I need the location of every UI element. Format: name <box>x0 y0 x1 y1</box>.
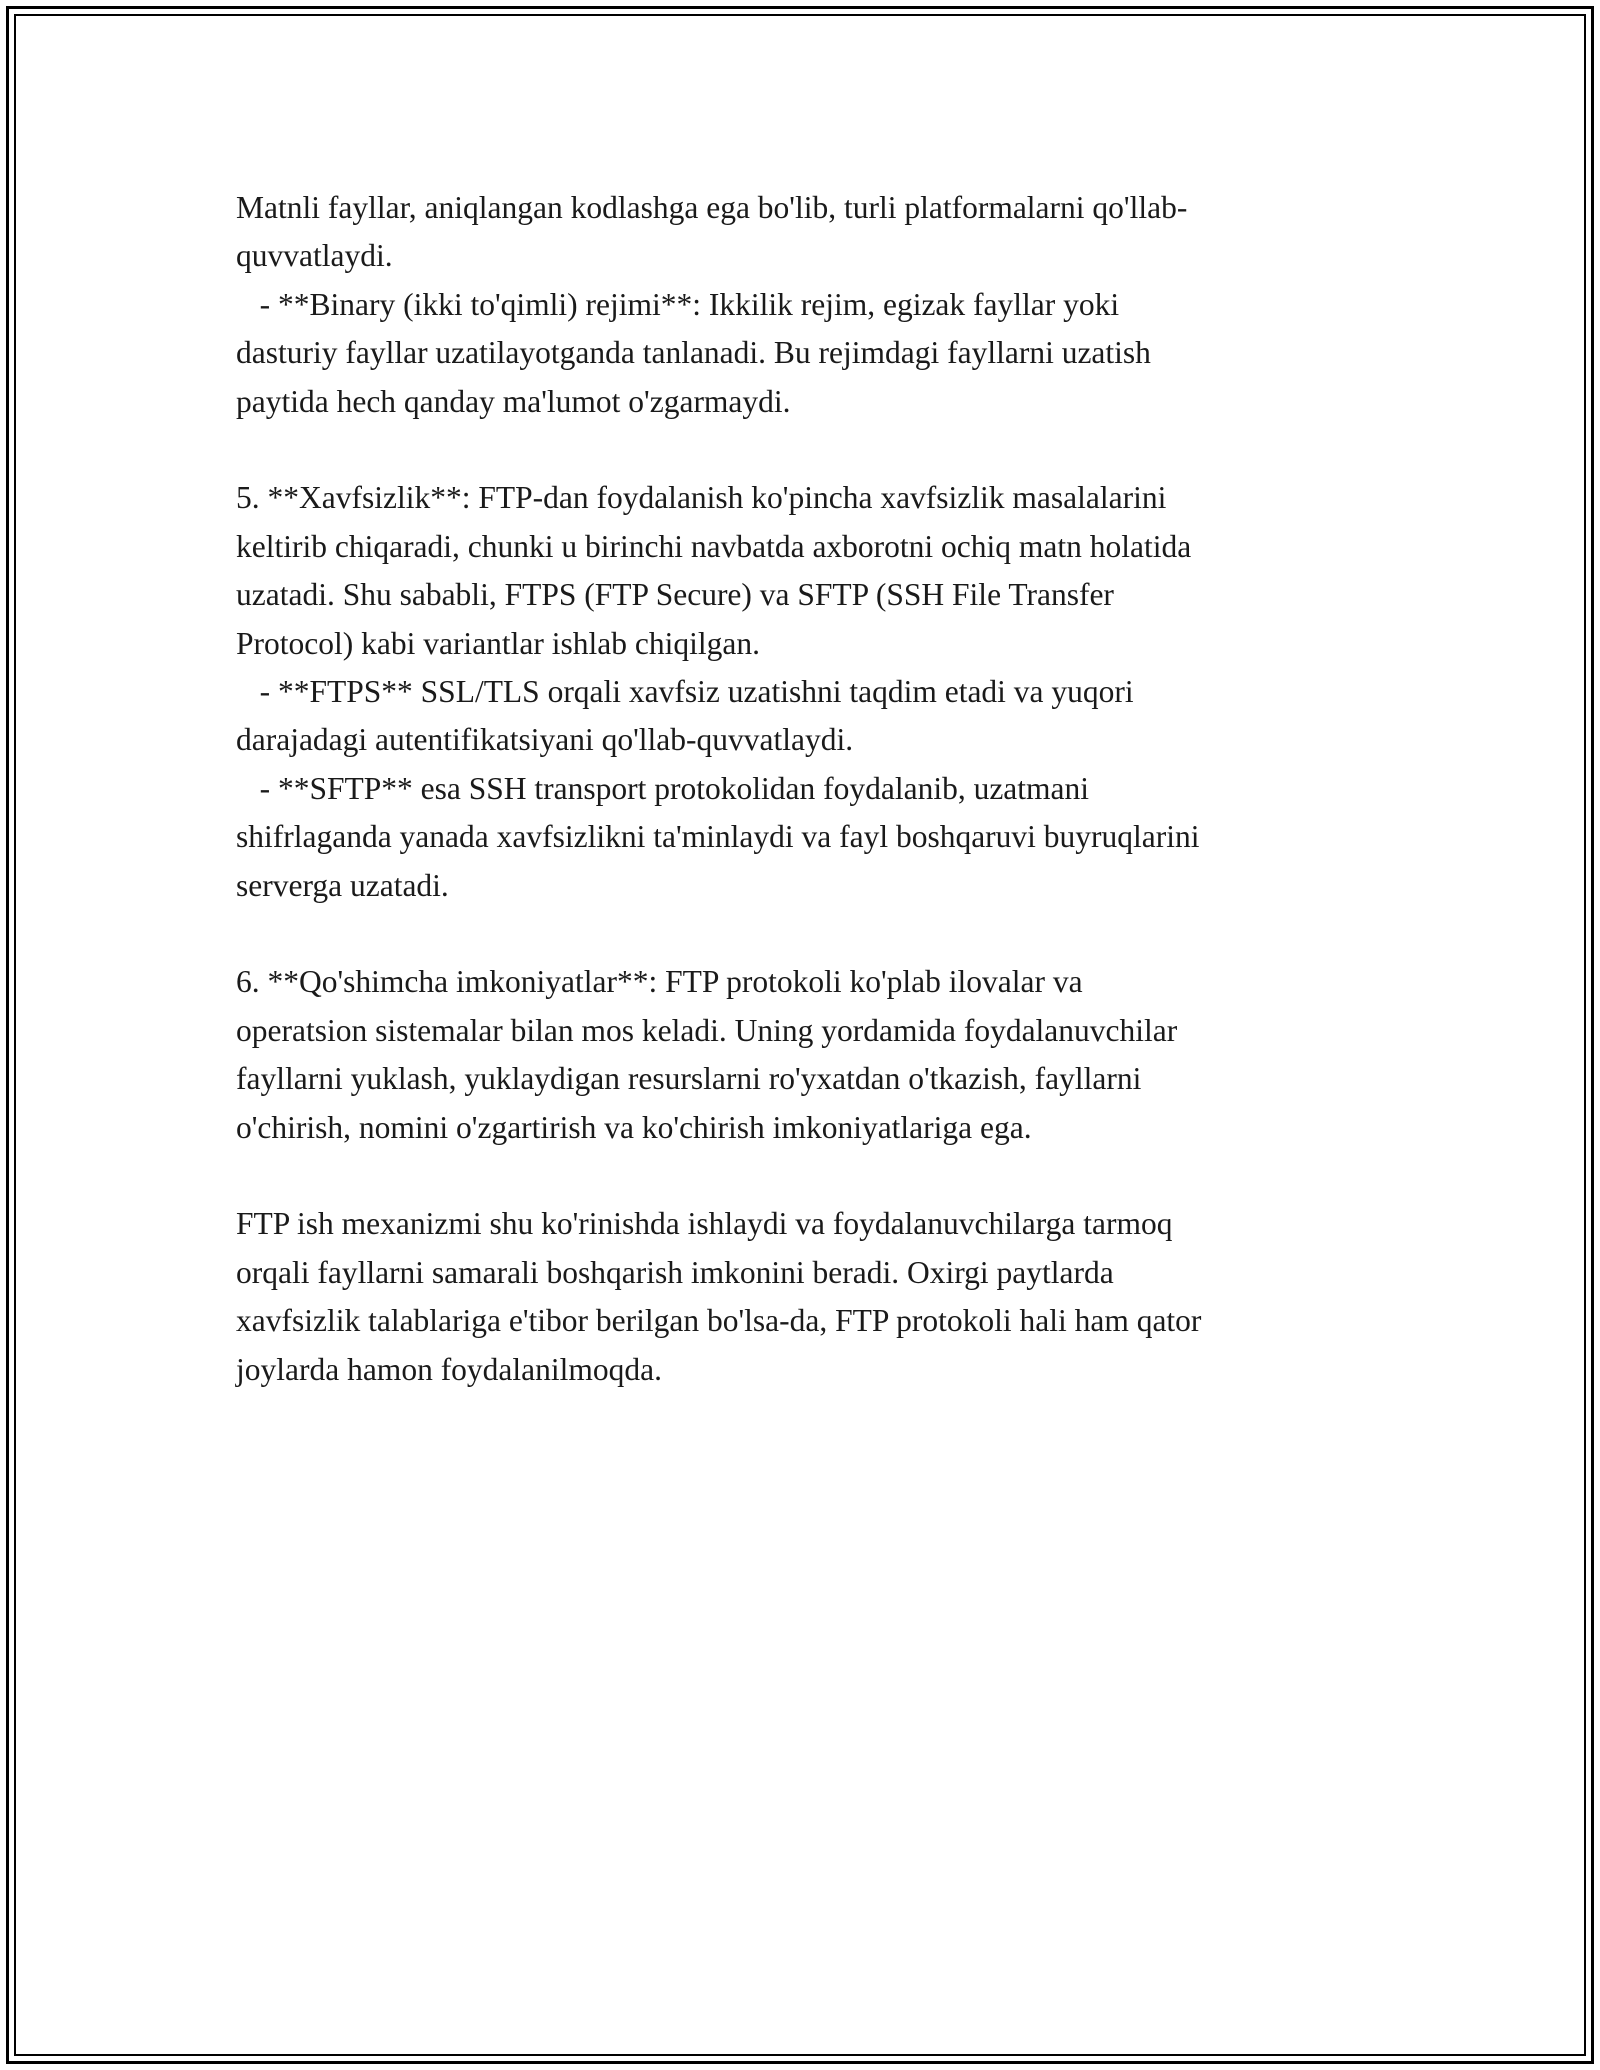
paragraph-additional-features: 6. **Qo'shimcha imkoniyatlar**: FTP protokoli ko'plab ilovalar va operatsion sistemalar bilan mos keladi. Uning yordamida foydalanuvchilar fayllarni yuklash, yuklaydigan resurslarni ro'yxatdan o'tkazish, fayllarni o'chirish, nomini o'zgartirish va ko'chirish imkoniyatlariga ega. <box>236 964 1178 1145</box>
paragraph-gap <box>236 1152 1376 1200</box>
paragraph-gap <box>236 426 1376 474</box>
paragraph-transfer-modes: Matnli fayllar, aniqlangan kodlashga ega bo'lib, turli platformalarni qo'llab- quvvatlaydi. - **Binary (ikki to'qimli) rejimi**: Ikkilik rejim, egizak fayllar yoki dasturiy fayllar uzatilayotganda tanlanadi. Bu rejimdagi fayllarni uzatish paytida hech qanday ma'lumot o'zgarmaydi. <box>236 190 1188 419</box>
document-body <box>236 184 1376 1394</box>
paragraph-security: 5. **Xavfsizlik**: FTP-dan foydalanish ko'pincha xavfsizlik masalalarini keltirib chiqaradi, chunki u birinchi navbatda axborotni ochiq matn holatida uzatadi. Shu sababli, FTPS (FTP Secure) va SFTP (SSH File Transfer Protocol) kabi variantlar ishlab chiqilgan. - **FTPS** SSL/TLS orqali xavfsiz uzatishni taqdim etadi va yuqori darajadagi autentifikatsiyani qo'llab-quvvatlaydi. - **SFTP** esa SSH transport protokolidan foydalanib, uzatmani shifrlaganda yanada xavfsizlikni ta'minlaydi va fayl boshqaruvi buyruqlarini serverga uzatadi. <box>236 480 1200 903</box>
paragraph-conclusion: FTP ish mexanizmi shu ko'rinishda ishlaydi va foydalanuvchilarga tarmoq orqali fayllarni samarali boshqarish imkonini beradi. Oxirgi paytlarda xavfsizlik talablariga e'tibor berilgan bo'lsa-da, FTP protokoli hali ham qator joylarda hamon foydalanilmoqda. <box>236 1206 1202 1387</box>
paragraph-gap <box>236 910 1376 958</box>
